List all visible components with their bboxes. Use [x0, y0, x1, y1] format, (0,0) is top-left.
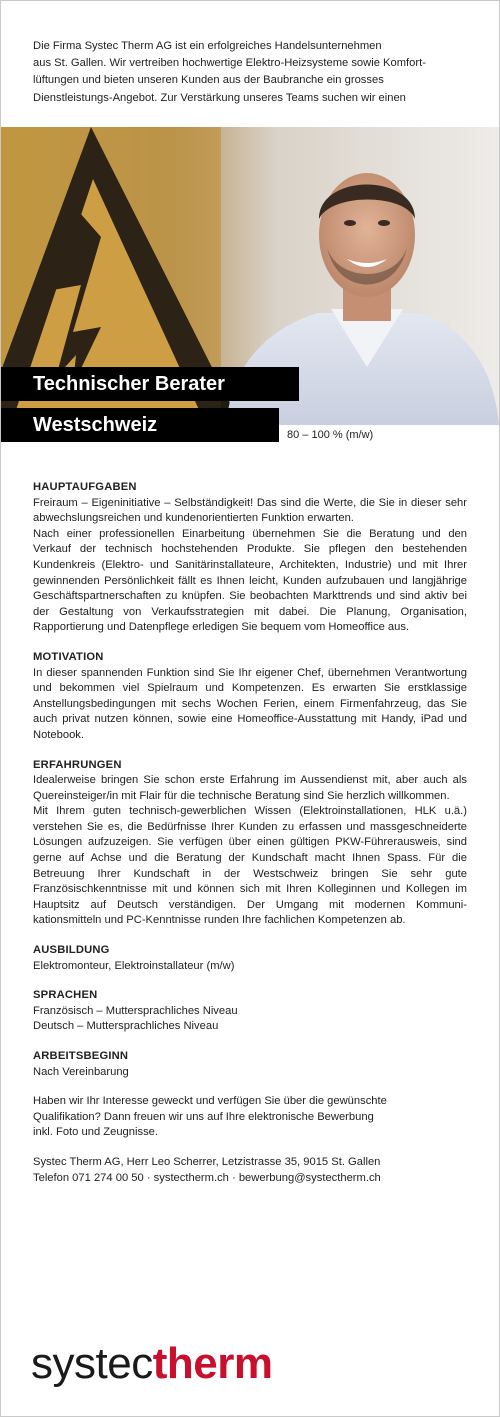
intro-line: Die Firma Systec Therm AG ist ein erfolgreiches Handelsunternehmen — [33, 40, 382, 52]
job-title-line1: Technischer Berater — [1, 367, 299, 401]
section-heading: HAUPTAUFGABEN — [33, 481, 137, 493]
section-paragraph: Nach Vereinbarung — [33, 1065, 129, 1078]
section-heading: ARBEITSBEGINN — [33, 1050, 129, 1062]
section-paragraph: In dieser spannenden Funktion sind Sie Ihr eigener Chef, übernehmen Verantwortung und bekommen viel Spielraum und Kompetenzen. Es erwarten Sie erstklassige Anstellungsbedingungen mit sechs Wochen Ferien, einem Firmenfahrzeug, das Sie auch privat nutzen können, sowie eine Homeoffice-Ausstattung mit Handy, iPad und Notebook. — [33, 666, 467, 741]
section-heading: SPRACHEN — [33, 989, 98, 1002]
intro-text — [33, 38, 473, 107]
closing-line: Haben wir Ihr Interesse geweckt und verfügen Sie über die gewünschte — [33, 1095, 387, 1108]
section-paragraph: Elektromonteur, Elektroinstallateur (m/w) — [33, 959, 235, 972]
contact-line: Telefon 071 274 00 50 · systectherm.ch · bewerbung@systectherm.ch — [33, 1171, 381, 1184]
contact-info — [33, 1155, 467, 1186]
section-sprachen — [33, 988, 467, 1035]
closing-text — [33, 1094, 467, 1141]
section-heading: ERFAHRUNGEN — [33, 758, 122, 771]
intro-line: aus St. Gallen. Wir vertreiben hochwertige Elektro-Heizsysteme sowie Komfort- — [33, 57, 426, 70]
section-erfahrungen — [33, 758, 467, 930]
closing-line: Qualifikation? Dann freuen wir uns auf Ihre elektronische Bewerbung — [33, 1110, 374, 1123]
section-paragraph: Französisch – Muttersprachliches Niveau — [33, 1004, 238, 1017]
section-motivation — [33, 650, 467, 744]
section-hauptaufgaben — [33, 480, 467, 636]
job-title-line2: Westschweiz — [1, 408, 279, 442]
company-logo — [31, 1339, 272, 1389]
pensum-label: 80 – 100 % (m/w) — [287, 429, 374, 441]
section-paragraph: Deutsch – Muttersprachliches Niveau — [33, 1020, 219, 1033]
section-arbeitsbeginn — [33, 1049, 467, 1080]
logo-part-systec: systec — [31, 1339, 153, 1388]
section-heading: MOTIVATION — [33, 650, 104, 663]
closing-line: inkl. Foto und Zeugnisse. — [33, 1126, 158, 1139]
section-paragraph: Freiraum – Eigeninitiative – Selbständigkeit! Das sind die Werte, die Sie in dieser sehr abwechslungsreichen und kundenorientierten Funktion erwarten. — [33, 496, 467, 525]
intro-line: Dienstleistungs-Angebot. Zur Verstärkung unseres Teams suchen wir einen — [33, 91, 406, 104]
section-paragraph: Mit Ihrem guten technisch-gewerblichen Wissen (Elektroinstallationen, HLK u.ä.) verstehen Sie es, die Bedürfnisse Ihrer Kunden zu erfassen und massgeschneiderte Lösungen aufzuzeigen. Sie verfügen über einen gültigen PKW-Führerausweis, sind gerne auf Achse und die Beratung der Kundschaft macht Ihnen Spass. Für die Betreuung Ihrer Kundschaft in der Westschweiz bringen Sie sehr gute Französischkenntnisse mit und können sich mit Ihren Kolleginnen und Kollegen im Hauptsitz auf Deutsch verständigen. Der Umgang mit modernen Kommunikationsmitteln und PC-Kenntnisse runden Ihre fachlichen Kompetenzen ab. — [33, 805, 467, 927]
contact-line: Systec Therm AG, Herr Leo Scherrer, Letzistrasse 35, 9015 St. Gallen — [33, 1155, 381, 1168]
section-paragraph: Idealerweise bringen Sie schon erste Erfahrung im Aussendienst mit, aber auch als Quereinsteiger/in mit Flair für die technische Beratung sind Sie herzlich willkommen. — [33, 774, 467, 802]
section-heading: AUSBILDUNG — [33, 944, 110, 957]
intro-line: lüftungen und bieten unseren Kunden aus der Baubranche ein grosses — [33, 74, 384, 87]
logo-part-therm: therm — [152, 1339, 273, 1388]
job-description — [33, 480, 467, 1186]
section-ausbildung — [33, 943, 467, 974]
section-paragraph: Nach einer professionellen Einarbeitung übernehmen Sie die Beratung und den Verkauf der technisch hochstehenden Produkte. Sie pflegen den bestehenden Kundenkreis (Elektro- und Sanitärinstallateure, Architekten, Industrie) und mit Ihrer gewinnenden Persönlichkeit fällt es Ihnen leicht, Kunden aufzubauen und langjährige Geschäftspartnerschaften zu knüpfen. Sie beobachten Markttrends und sind aktiv bei der Gestaltung von Verkaufsstrategien mit dabei. Die Planung, Organisation, Rapportierung und Datenpflege erledigen Sie bequem vom Homeoffice aus. — [33, 527, 467, 634]
